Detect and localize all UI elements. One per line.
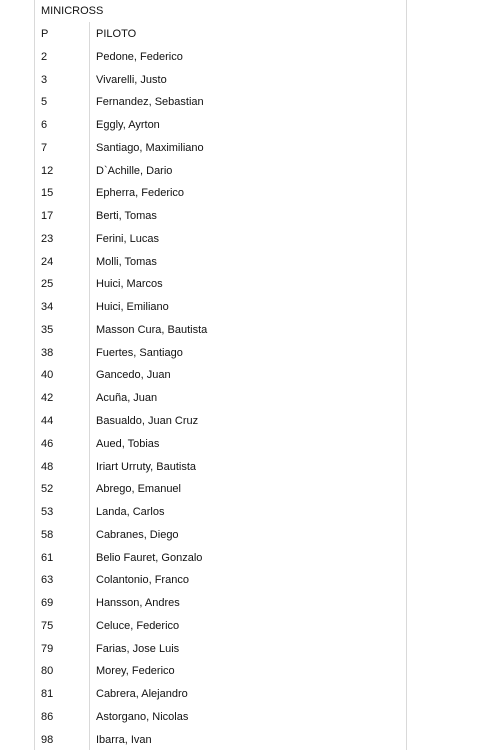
cell-position: 86 [41, 710, 54, 723]
cell-position: 6 [41, 119, 48, 132]
cell-position: 2 [41, 50, 48, 63]
table-row [34, 45, 407, 68]
cell-pilot-name: Abrego, Emanuel [96, 483, 181, 496]
table-row [34, 159, 407, 182]
cell-position: 79 [41, 642, 54, 655]
cell-pilot-name: Ibarra, Ivan [96, 733, 152, 746]
cell-pilot-name: Eggly, Ayrton [96, 119, 160, 132]
cell-pilot-name: Farias, Jose Luis [96, 642, 180, 655]
table-row [34, 295, 407, 318]
pilot-table [34, 22, 407, 751]
table-row [34, 728, 407, 751]
cell-pilot-name: Landa, Carlos [96, 506, 165, 519]
cell-pilot-name: Gancedo, Juan [96, 369, 171, 382]
cell-pilot-name: Belio Fauret, Gonzalo [96, 551, 203, 564]
table-row [34, 386, 407, 409]
cell-pilot-name: Cabrera, Alejandro [96, 688, 188, 701]
table-row [34, 113, 407, 136]
cell-position: 46 [41, 437, 54, 450]
table-row [34, 568, 407, 591]
cell-position: 69 [41, 597, 54, 610]
table-row [34, 705, 407, 728]
cell-pilot-name: Pedone, Federico [96, 50, 183, 63]
cell-position: 48 [41, 460, 54, 473]
cell-position: 7 [41, 141, 48, 154]
table-row [34, 637, 407, 660]
page-title: MINICROSS [41, 5, 104, 17]
table-row [34, 204, 407, 227]
table-row [34, 523, 407, 546]
cell-position: 53 [41, 506, 54, 519]
table-row [34, 90, 407, 113]
cell-pilot-name: Huici, Marcos [96, 278, 163, 291]
cell-pilot-name: Cabranes, Diego [96, 528, 179, 541]
table-row [34, 136, 407, 159]
cell-position: 98 [41, 733, 54, 746]
cell-pilot-name: Vivarelli, Justo [96, 73, 167, 86]
table-row [34, 227, 407, 250]
cell-position: 24 [41, 255, 54, 268]
cell-pilot-name: Masson Cura, Bautista [96, 323, 208, 336]
cell-position: 42 [41, 392, 54, 405]
cell-pilot-name: Molli, Tomas [96, 255, 157, 268]
cell-pilot-name: Ferini, Lucas [96, 232, 159, 245]
table-row [34, 68, 407, 91]
table-row [34, 682, 407, 705]
cell-position: 3 [41, 73, 48, 86]
table-row [34, 546, 407, 569]
cell-pilot-name: Acuña, Juan [96, 392, 158, 405]
column-header-p: P [41, 28, 49, 40]
cell-pilot-name: Fuertes, Santiago [96, 346, 183, 359]
cell-pilot-name: Astorgano, Nicolas [96, 710, 189, 723]
cell-position: 38 [41, 346, 54, 359]
cell-position: 44 [41, 415, 54, 428]
cell-position: 17 [41, 210, 54, 223]
cell-pilot-name: Morey, Federico [96, 665, 175, 678]
cell-position: 81 [41, 688, 54, 701]
table-row [34, 659, 407, 682]
table-row [34, 341, 407, 364]
cell-position: 35 [41, 323, 54, 336]
table-row [34, 272, 407, 295]
table-row [34, 455, 407, 478]
table-row [34, 500, 407, 523]
table-row [34, 250, 407, 273]
column-header-piloto: PILOTO [96, 28, 137, 40]
cell-position: 61 [41, 551, 54, 564]
cell-position: 58 [41, 528, 54, 541]
cell-position: 52 [41, 483, 54, 496]
cell-pilot-name: Santiago, Maximiliano [96, 141, 204, 154]
cell-position: 34 [41, 301, 54, 314]
cell-pilot-name: Hansson, Andres [96, 597, 180, 610]
table-row [34, 614, 407, 637]
cell-pilot-name: Huici, Emiliano [96, 301, 169, 314]
cell-pilot-name: Colantonio, Franco [96, 574, 189, 587]
cell-pilot-name: Epherra, Federico [96, 187, 185, 200]
cell-position: 40 [41, 369, 54, 382]
cell-position: 75 [41, 619, 54, 632]
table-row [34, 591, 407, 614]
cell-pilot-name: Aued, Tobias [96, 437, 160, 450]
cell-position: 23 [41, 232, 54, 245]
table-row [34, 409, 407, 432]
cell-position: 25 [41, 278, 54, 291]
table-row [34, 318, 407, 341]
table-row [34, 181, 407, 204]
cell-position: 15 [41, 187, 54, 200]
table-row [34, 432, 407, 455]
cell-pilot-name: Fernandez, Sebastian [96, 96, 204, 109]
cell-position: 12 [41, 164, 54, 177]
cell-pilot-name: Iriart Urruty, Bautista [96, 460, 197, 473]
cell-pilot-name: Berti, Tomas [96, 210, 157, 223]
cell-position: 80 [41, 665, 54, 678]
cell-position: 63 [41, 574, 54, 587]
table-row [34, 363, 407, 386]
cell-pilot-name: D`Achille, Dario [96, 164, 173, 177]
table-row [34, 477, 407, 500]
cell-pilot-name: Basualdo, Juan Cruz [96, 415, 199, 428]
cell-position: 5 [41, 96, 48, 109]
cell-pilot-name: Celuce, Federico [96, 619, 180, 632]
header-row [34, 22, 407, 45]
